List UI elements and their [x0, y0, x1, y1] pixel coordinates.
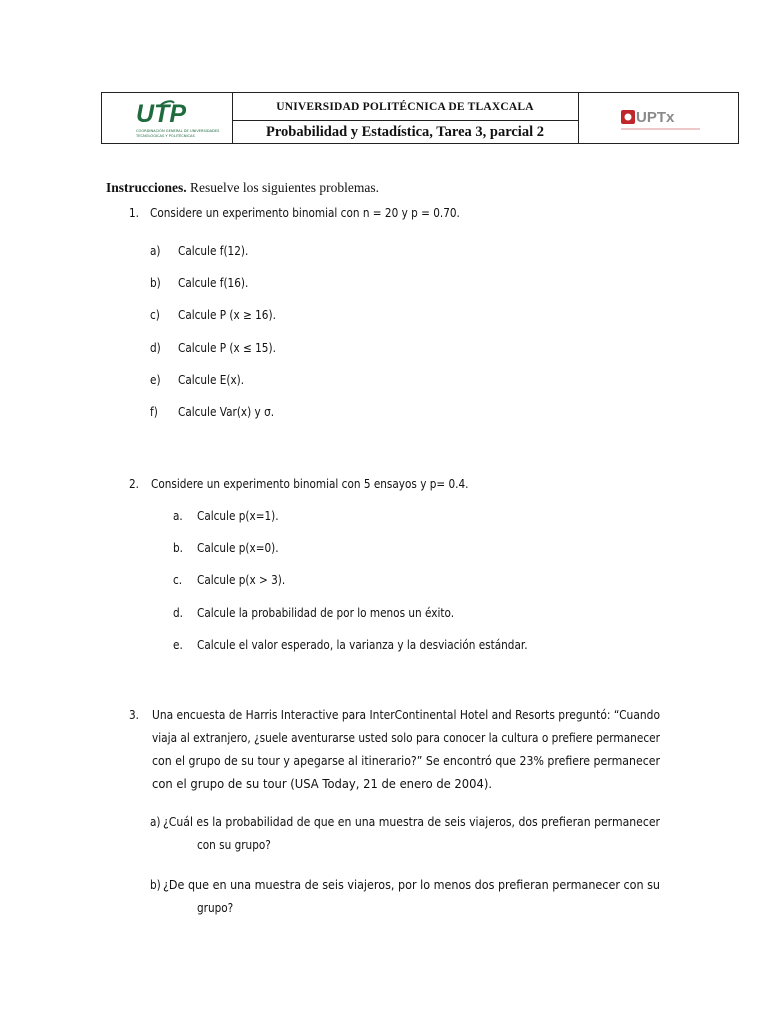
uptx-logo-cell [578, 93, 738, 143]
problem-3-line-3: con el grupo de su tour y apegarse al itinerario?” Se encontró que 23% prefiere permanecer [152, 754, 660, 768]
problem-2-item-e-label: e. [173, 638, 183, 652]
instructions-label: Instrucciones. [106, 180, 187, 195]
uptx-logo [578, 93, 738, 143]
problem-3-item-a-line-1: ¿Cuál es la probabilidad de que en una muestra de seis viajeros, dos prefieran permanecer [163, 815, 660, 829]
instructions [106, 180, 379, 196]
problem-3-line-1: Una encuesta de Harris Interactive para InterContinental Hotel and Resorts preguntó: “Cuando [152, 708, 660, 722]
problem-1-item-d: Calcule P (x ≤ 15). [178, 341, 276, 355]
problem-2-item-e: Calcule el valor esperado, la varianza y la desviación estándar. [197, 638, 528, 652]
problem-1-item-a-label: a) [150, 244, 161, 258]
problem-1-text: Considere un experimento binomial con n = 20 y p = 0.70. [150, 206, 460, 220]
header-table [101, 92, 739, 144]
problem-1-item-f: Calcule Var(x) y σ. [178, 405, 275, 419]
problem-3-item-a-label: a) [150, 815, 161, 829]
problem-3-line-4: con el grupo de su tour (USA Today, 21 de enero de 2004). [152, 777, 492, 791]
problem-3-item-b-label: b) [150, 878, 161, 892]
problem-2-item-b: Calcule p(x=0). [197, 541, 279, 555]
utp-logo-text: UTP [136, 100, 186, 128]
problem-1-item-e: Calcule E(x). [178, 373, 245, 387]
problem-1-item-c-label: c) [150, 308, 160, 322]
problem-1-item-d-label: d) [150, 341, 161, 355]
utp-logo-cell [102, 93, 233, 143]
problem-3-item-a-line-2: con su grupo? [197, 838, 271, 852]
problem-2-item-b-label: b. [173, 541, 183, 555]
problem-1-number: 1. [129, 206, 140, 220]
problem-1-item-b-label: b) [150, 276, 161, 290]
problem-2-item-d: Calcule la probabilidad de por lo menos un éxito. [197, 606, 455, 620]
problem-1-statement [150, 206, 460, 220]
university-name: UNIVERSIDAD POLITÉCNICA DE TLAXCALA [232, 93, 578, 121]
instructions-text: Resuelve los siguientes problemas. [190, 180, 379, 195]
problem-1-item-f-label: f) [150, 405, 158, 419]
document-subtitle: Probabilidad y Estadística, Tarea 3, parcial 2 [266, 123, 544, 140]
problem-2-item-c: Calcule p(x > 3). [197, 573, 286, 587]
utp-logo-caption-2: TECNOLÓGICAS Y POLITÉCNICAS [136, 134, 195, 138]
uptx-logo-text: UPTx [636, 109, 675, 126]
problem-2-item-a: Calcule p(x=1). [197, 509, 279, 523]
problem-3-number: 3. [129, 708, 140, 722]
problem-2-item-a-label: a. [173, 509, 183, 523]
problem-2-number: 2. [129, 477, 140, 491]
problem-2-item-c-label: c. [173, 573, 183, 587]
utp-logo [102, 93, 232, 143]
problem-1-item-a: Calcule f(12). [178, 244, 249, 258]
problem-3-line-2: viaja al extranjero, ¿suele aventurarse usted solo para conocer la cultura o prefiere permanecer [152, 731, 660, 745]
problem-1-item-c: Calcule P (x ≥ 16). [178, 308, 276, 322]
problem-2-item-d-label: d. [173, 606, 183, 620]
utp-logo-caption-1: COORDINACIÓN GENERAL DE UNIVERSIDADES [136, 129, 220, 133]
problem-3-item-b-line-1: ¿De que en una muestra de seis viajeros, por lo menos dos prefieran permanecer con su [163, 878, 660, 892]
problem-1-item-e-label: e) [150, 373, 161, 387]
header-title-cell [232, 93, 579, 143]
problem-2-text: Considere un experimento binomial con 5 ensayos y p= 0.4. [151, 477, 469, 491]
problem-3-item-b-line-2: grupo? [197, 901, 234, 915]
problem-1-item-b: Calcule f(16). [178, 276, 249, 290]
